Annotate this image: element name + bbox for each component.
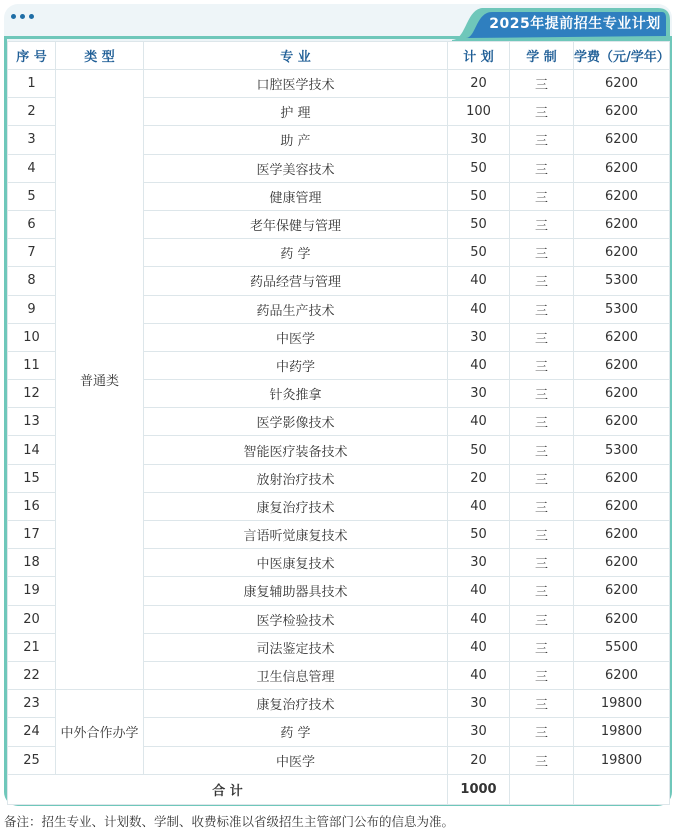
row-plan: 30 (448, 690, 510, 718)
row-years: 三 (510, 98, 574, 126)
row-major: 言语听觉康复技术 (144, 521, 448, 549)
table-body (8, 70, 670, 775)
row-major: 老年保健与管理 (144, 210, 448, 238)
row-years: 三 (510, 690, 574, 718)
row-fee: 5300 (574, 295, 670, 323)
row-number: 3 (8, 126, 56, 154)
row-number: 17 (8, 521, 56, 549)
row-years: 三 (510, 380, 574, 408)
row-major: 康复治疗技术 (144, 690, 448, 718)
row-years: 三 (510, 718, 574, 746)
row-number: 14 (8, 436, 56, 464)
row-major: 中医康复技术 (144, 549, 448, 577)
row-fee: 6200 (574, 70, 670, 98)
row-number: 15 (8, 464, 56, 492)
row-number: 1 (8, 70, 56, 98)
row-major: 助 产 (144, 126, 448, 154)
row-fee: 19800 (574, 690, 670, 718)
table-row (8, 70, 670, 98)
row-number: 22 (8, 661, 56, 689)
row-major: 卫生信息管理 (144, 661, 448, 689)
row-number: 18 (8, 549, 56, 577)
row-major: 康复辅助器具技术 (144, 577, 448, 605)
row-years: 三 (510, 746, 574, 774)
total-empty-cell (510, 774, 574, 804)
enrollment-plan-table (7, 41, 670, 805)
row-major: 康复治疗技术 (144, 492, 448, 520)
row-major: 药 学 (144, 718, 448, 746)
row-fee: 5300 (574, 267, 670, 295)
row-plan: 40 (448, 408, 510, 436)
row-major: 药品生产技术 (144, 295, 448, 323)
row-number: 19 (8, 577, 56, 605)
row-plan: 20 (448, 464, 510, 492)
row-plan: 20 (448, 70, 510, 98)
row-fee: 6200 (574, 464, 670, 492)
total-label: 合 计 (8, 774, 448, 804)
footnote: 备注：招生专业、计划数、学制、收费标准以省级招生主管部门公布的信息为准。 (4, 814, 455, 829)
row-major: 放射治疗技术 (144, 464, 448, 492)
total-empty-cell (574, 774, 670, 804)
row-major: 智能医疗装备技术 (144, 436, 448, 464)
row-fee: 5500 (574, 633, 670, 661)
row-number: 24 (8, 718, 56, 746)
row-number: 23 (8, 690, 56, 718)
row-years: 三 (510, 267, 574, 295)
row-years: 三 (510, 661, 574, 689)
row-plan: 40 (448, 492, 510, 520)
row-fee: 6200 (574, 126, 670, 154)
row-major: 药 学 (144, 239, 448, 267)
row-number: 9 (8, 295, 56, 323)
row-years: 三 (510, 126, 574, 154)
row-plan: 20 (448, 746, 510, 774)
row-number: 16 (8, 492, 56, 520)
row-plan: 40 (448, 295, 510, 323)
column-header-major: 专 业 (144, 42, 448, 70)
row-number: 7 (8, 239, 56, 267)
table-header-row (8, 42, 670, 70)
row-fee: 6200 (574, 380, 670, 408)
row-plan: 40 (448, 661, 510, 689)
row-fee: 6200 (574, 408, 670, 436)
row-plan: 100 (448, 98, 510, 126)
row-major: 中医学 (144, 323, 448, 351)
row-fee: 19800 (574, 746, 670, 774)
row-number: 2 (8, 98, 56, 126)
row-years: 三 (510, 464, 574, 492)
row-fee: 6200 (574, 323, 670, 351)
row-number: 4 (8, 154, 56, 182)
row-years: 三 (510, 577, 574, 605)
row-major: 中医学 (144, 746, 448, 774)
row-plan: 50 (448, 182, 510, 210)
row-major: 针灸推拿 (144, 380, 448, 408)
row-major: 药品经营与管理 (144, 267, 448, 295)
row-years: 三 (510, 210, 574, 238)
card-top-border (4, 36, 464, 39)
row-plan: 50 (448, 239, 510, 267)
row-years: 三 (510, 239, 574, 267)
row-number: 11 (8, 351, 56, 379)
row-fee: 6200 (574, 549, 670, 577)
row-number: 20 (8, 605, 56, 633)
row-category: 普通类 (56, 70, 144, 690)
column-header-no: 序 号 (8, 42, 56, 70)
row-plan: 40 (448, 577, 510, 605)
row-years: 三 (510, 323, 574, 351)
row-number: 8 (8, 267, 56, 295)
row-number: 10 (8, 323, 56, 351)
column-header-type: 类 型 (56, 42, 144, 70)
row-years: 三 (510, 605, 574, 633)
row-fee: 6200 (574, 605, 670, 633)
row-fee: 6200 (574, 98, 670, 126)
row-plan: 30 (448, 323, 510, 351)
column-header-fee: 学费（元/学年） (574, 42, 670, 70)
row-plan: 30 (448, 126, 510, 154)
row-years: 三 (510, 521, 574, 549)
page-title: 2025年提前招生专业计划 (489, 16, 661, 32)
row-number: 12 (8, 380, 56, 408)
dot-icon (29, 14, 34, 19)
row-years: 三 (510, 436, 574, 464)
table-row (8, 690, 670, 718)
row-years: 三 (510, 351, 574, 379)
row-fee: 6200 (574, 182, 670, 210)
row-major: 医学影像技术 (144, 408, 448, 436)
total-row (8, 774, 670, 804)
row-fee: 19800 (574, 718, 670, 746)
row-major: 护 理 (144, 98, 448, 126)
row-years: 三 (510, 633, 574, 661)
row-fee: 6200 (574, 577, 670, 605)
row-years: 三 (510, 70, 574, 98)
row-years: 三 (510, 492, 574, 520)
row-years: 三 (510, 295, 574, 323)
row-fee: 6200 (574, 492, 670, 520)
row-plan: 30 (448, 718, 510, 746)
row-major: 医学美容技术 (144, 154, 448, 182)
title-tab (452, 4, 674, 42)
row-years: 三 (510, 408, 574, 436)
row-number: 25 (8, 746, 56, 774)
row-fee: 5300 (574, 436, 670, 464)
row-fee: 6200 (574, 154, 670, 182)
row-plan: 30 (448, 549, 510, 577)
row-number: 13 (8, 408, 56, 436)
row-years: 三 (510, 154, 574, 182)
row-plan: 30 (448, 380, 510, 408)
row-major: 中药学 (144, 351, 448, 379)
row-plan: 50 (448, 521, 510, 549)
dot-icon (20, 14, 25, 19)
row-plan: 50 (448, 210, 510, 238)
row-plan: 50 (448, 436, 510, 464)
row-years: 三 (510, 549, 574, 577)
row-plan: 50 (448, 154, 510, 182)
row-fee: 6200 (574, 661, 670, 689)
row-major: 健康管理 (144, 182, 448, 210)
row-fee: 6200 (574, 521, 670, 549)
row-plan: 40 (448, 633, 510, 661)
row-plan: 40 (448, 267, 510, 295)
column-header-years: 学 制 (510, 42, 574, 70)
row-major: 司法鉴定技术 (144, 633, 448, 661)
row-fee: 6200 (574, 210, 670, 238)
window-dots (11, 14, 34, 19)
row-plan: 40 (448, 605, 510, 633)
row-number: 21 (8, 633, 56, 661)
row-fee: 6200 (574, 351, 670, 379)
row-major: 医学检验技术 (144, 605, 448, 633)
column-header-plan: 计 划 (448, 42, 510, 70)
dot-icon (11, 14, 16, 19)
row-number: 6 (8, 210, 56, 238)
row-category: 中外合作办学 (56, 690, 144, 775)
row-years: 三 (510, 182, 574, 210)
row-plan: 40 (448, 351, 510, 379)
row-number: 5 (8, 182, 56, 210)
total-plan: 1000 (448, 774, 510, 804)
row-major: 口腔医学技术 (144, 70, 448, 98)
row-fee: 6200 (574, 239, 670, 267)
